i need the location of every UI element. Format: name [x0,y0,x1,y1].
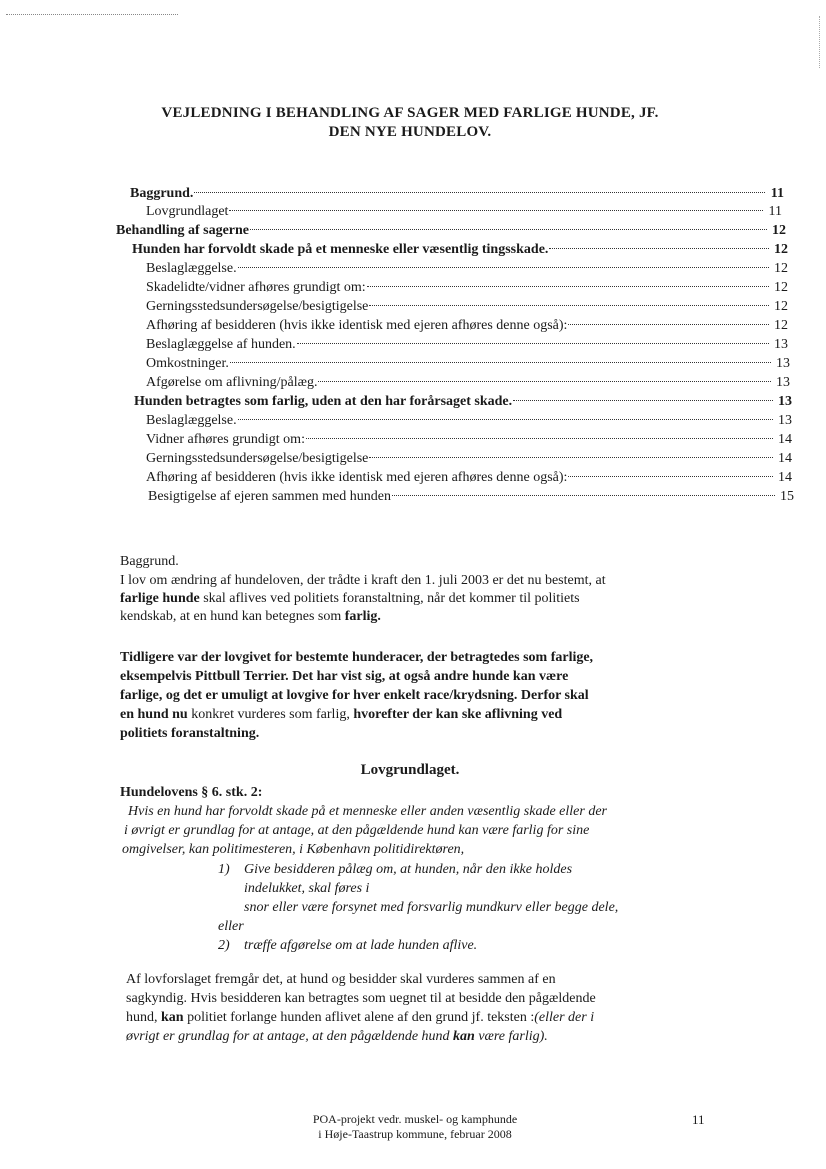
toc-leader-dots [306,437,773,439]
closing-line-4c: være farlig). [474,1029,548,1044]
toc-leader-dots [318,380,771,382]
p2-line-2: eksempelvis Pittbull Terrier. Det har vist sig, at også andre hunde kan være [120,669,569,684]
page-number: 11 [692,1112,705,1127]
toc-entry-label: Behandling af sagerne [116,223,250,238]
law-item-1-number: 1) [218,862,230,877]
toc-entry [146,203,782,221]
toc-entry-label: Afhøring af besidderen (hvis ikke identisk med ejeren afhøres denne også): [146,470,568,485]
toc-entry [146,336,788,354]
toc-entry-label: Beslaglæggelse. [146,413,237,428]
p1-bold-farlig: farlig. [344,609,381,624]
toc-entry [146,431,792,449]
background-paragraph-2 [120,648,700,743]
toc-entry-label: Omkostninger. [146,356,229,371]
toc-leader-dots [238,266,769,268]
toc-entry-page: 12 [772,223,786,238]
closing-paragraph [126,970,726,1046]
toc-entry-page: 14 [778,470,792,485]
toc-entry [132,241,788,259]
footer-line-2: i Høje-Taastrup kommune, februar 2008 [318,1127,512,1141]
law-section-label: Hundelovens § 6. stk. 2: [120,785,263,800]
p1-text-a: I lov om ændring af hundeloven, der trådte i kraft den 1. juli 2003 er det nu bestemt, at [120,573,606,588]
p2-line-5: politiets foranstaltning. [120,726,260,741]
toc-entry-label: Besigtigelse af ejeren sammen med hunden [148,489,391,504]
p1-text-c: skal aflives ved politiets foranstaltning, når det kommer til politiets [199,591,580,606]
toc-leader-dots [297,342,769,344]
p2-line-3: farlige, og det er umuligt at lovgive for hver enkelt race/krydsning. Derfor skal [120,688,589,703]
toc-entry-page: 11 [770,186,784,201]
toc-entry [146,298,788,316]
law-text-line-3: omgivelser, kan politimesteren, i København politidirektøren, [122,842,465,857]
toc-entry-page: 12 [774,299,788,314]
toc-entry-label: Hunden har forvoldt skade på et menneske eller væsentlig tingsskade. [132,242,549,257]
closing-line-2: sagkyndig. Hvis besidderen kan betragtes som uegnet til at besidde den pågældende [126,991,596,1006]
closing-bold-kan-2: kan [453,1029,475,1044]
title-line-1: VEJLEDNING I BEHANDLING AF SAGER MED FARLIGE HUNDE, JF. [161,105,659,121]
toc-entry-page: 15 [780,489,794,504]
toc-entry [146,317,788,335]
toc-entry [146,450,792,468]
toc-entry [146,260,788,278]
toc-leader-dots [367,285,769,287]
toc-entry [134,393,792,411]
toc-leader-dots [250,228,767,230]
background-paragraph-1 [120,572,700,626]
toc-entry-page: 12 [774,242,788,257]
law-item-1-line-c: snor eller være forsynet med forsvarlig mundkurv eller begge dele, [244,900,619,915]
toc-leader-dots [230,361,771,363]
toc-leader-dots [549,247,769,249]
toc-entry-page: 12 [774,318,788,333]
title-line-2: DEN NYE HUNDELOV. [328,124,492,140]
toc-entry-label: Baggrund. [130,186,194,201]
toc-leader-dots [568,475,773,477]
toc-leader-dots [369,304,769,306]
toc-entry [146,355,790,373]
toc-entry [146,279,788,297]
p2-line-4b: konkret vurderes som farlig, [187,707,354,722]
toc-entry-label: Gerningsstedsundersøgelse/besigtigelse [146,299,369,314]
toc-entry [148,488,794,506]
scan-artifact [6,14,178,15]
p1-text-d: kendskab, at en hund kan betegnes som [120,609,345,624]
toc-entry-label: Skadelidte/vidner afhøres grundigt om: [146,280,366,295]
toc-entry-page: 14 [778,432,792,447]
closing-line-4a: øvrigt er grundlag for at antage, at den pågældende hund [126,1029,454,1044]
toc-entry-label: Beslaglæggelse. [146,261,237,276]
closing-line-3a: hund, [126,1010,161,1025]
p2-line-4a: en hund nu [120,707,188,722]
closing-line-3d: (eller der i [534,1010,595,1025]
toc-leader-dots [392,494,775,496]
toc-leader-dots [229,209,763,211]
toc-entry-page: 11 [768,204,782,219]
scan-artifact-edge [819,16,820,68]
law-item-1-line-a: Give besidderen pålæg om, at hunden, når den ikke holdes [244,862,573,877]
toc-entry-label: Lovgrundlaget [146,204,229,219]
background-heading: Baggrund. [120,554,179,569]
toc-entry-page: 14 [778,451,792,466]
closing-line-1: Af lovforslaget fremgår det, at hund og besidder skal vurderes sammen af en [126,972,556,987]
document-title [100,104,720,142]
law-item-1-line-b: indelukket, skal føres i [244,881,370,896]
toc-leader-dots [568,323,769,325]
p2-line-4c: hvorefter der kan ske aflivning ved [353,707,563,722]
law-heading: Lovgrundlaget. [360,762,460,778]
toc-entry [146,469,792,487]
closing-bold-kan-1: kan [161,1010,184,1025]
toc-entry-page: 13 [778,413,792,428]
footer [250,1112,580,1142]
toc-entry [130,185,784,203]
law-item-1-line-d: eller [218,919,244,934]
toc-entry [116,222,786,240]
toc-entry-page: 12 [774,261,788,276]
toc-entry-page: 13 [776,356,790,371]
toc-entry-page: 13 [778,394,792,409]
toc-entry-label: Beslaglæggelse af hunden. [146,337,296,352]
toc-leader-dots [513,399,773,401]
law-text-line-2: i øvrigt er grundlag for at antage, at den pågældende hund kan være farlig for sine [124,823,590,838]
toc-entry-page: 13 [776,375,790,390]
law-item-2-text: træffe afgørelse om at lade hunden aflive. [244,938,478,953]
law-text-line-1: Hvis en hund har forvoldt skade på et menneske eller anden væsentlig skade eller der [128,804,607,819]
toc-entry [146,412,792,430]
toc-entry-page: 13 [774,337,788,352]
toc-entry [146,374,790,392]
toc-entry-label: Gerningsstedsundersøgelse/besigtigelse [146,451,369,466]
closing-line-3c: politiet forlange hunden aflivet alene af den grund jf. teksten : [183,1010,535,1025]
toc-leader-dots [194,191,765,193]
toc-entry-label: Hunden betragtes som farlig, uden at den har forårsaget skade. [134,394,513,409]
toc-entry-label: Afgørelse om aflivning/pålæg. [146,375,318,390]
law-item-2-number: 2) [218,938,230,953]
toc-entry-label: Afhøring af besidderen (hvis ikke identisk med ejeren afhøres denne også): [146,318,568,333]
toc-entry-label: Vidner afhøres grundigt om: [146,432,305,447]
p1-bold-farlige-hunde: farlige hunde [120,591,200,606]
footer-line-1: POA-projekt vedr. muskel- og kamphunde [312,1112,518,1126]
toc-leader-dots [369,456,773,458]
toc-leader-dots [238,418,773,420]
p2-line-1: Tidligere var der lovgivet for bestemte hunderacer, der betragtedes som farlige, [120,650,594,665]
toc-entry-page: 12 [774,280,788,295]
